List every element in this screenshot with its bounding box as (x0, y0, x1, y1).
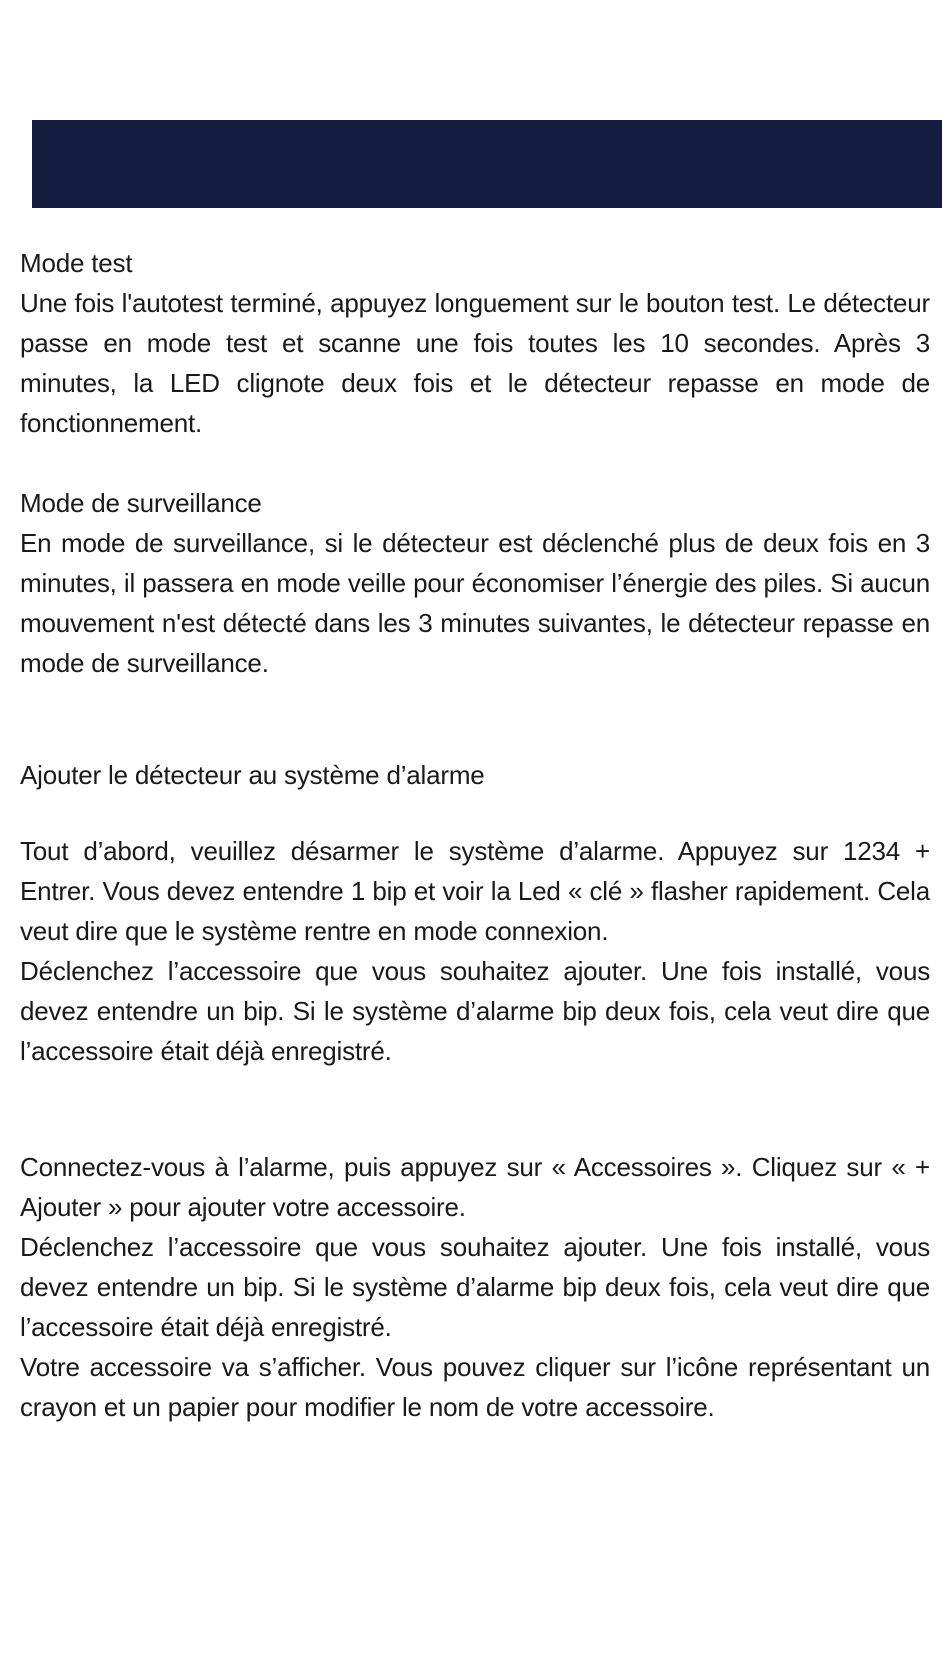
section-title-mode-test: Mode test (20, 248, 133, 278)
header-band (32, 120, 942, 208)
section-body-mode-surveillance: En mode de surveillance, si le détecteur est déclenché plus de deux fois en 3 minutes, il passera en mode veille pour économiser l’énergie des piles. Si aucun mouvement n'est détecté dans les 3 minutes suivantes, le détecteur repasse en mode de surveillance. (20, 528, 930, 678)
application-paragraph-2: Déclenchez l’accessoire que vous souhaitez ajouter. Une fois installé, vous devez entendre un bip. Si le système d’alarme bip deux fois, cela veut dire que l’accessoire était déjà enregistré. (20, 1232, 930, 1342)
application-paragraph-1: Connectez-vous à l’alarme, puis appuyez sur « Accessoires ». Cliquez sur « + Ajouter » pour ajouter votre accessoire. (20, 1152, 930, 1222)
ajouter-paragraph-2: Déclenchez l’accessoire que vous souhaitez ajouter. Une fois installé, vous devez entendre un bip. Si le système d’alarme bip deux fois, cela veut dire que l’accessoire était déjà enregistré. (20, 956, 930, 1066)
document-content (20, 243, 930, 1427)
section-title-ajouter: Ajouter le détecteur au système d’alarme (20, 760, 485, 790)
application-paragraph-3: Votre accessoire va s’afficher. Vous pouvez cliquer sur l’icône représentant un crayon et un papier pour modifier le nom de votre accessoire. (20, 1352, 930, 1422)
ajouter-paragraph-1: Tout d’abord, veuillez désarmer le système d’alarme. Appuyez sur 1234 + Entrer. Vous devez entendre 1 bip et voir la Led « clé » flasher rapidement. Cela veut dire que le système rentre en mode connexion. (20, 836, 930, 946)
section-body-mode-test: Une fois l'autotest terminé, appuyez longuement sur le bouton test. Le détecteur passe en mode test et scanne une fois toutes les 10 secondes. Après 3 minutes, la LED clignote deux fois et le détecteur repasse en mode de fonctionnement. (20, 288, 930, 438)
section-title-mode-surveillance: Mode de surveillance (20, 488, 262, 518)
